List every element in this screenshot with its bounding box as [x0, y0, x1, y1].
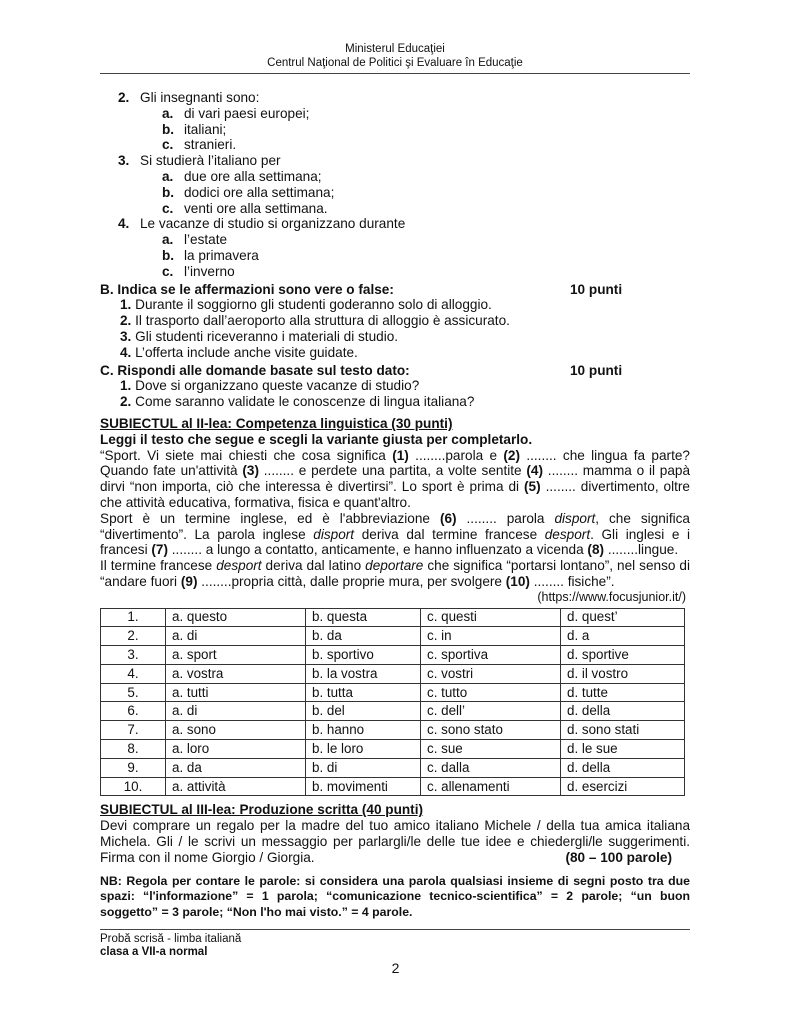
option-letter: c.: [162, 137, 174, 153]
blank-number: (6): [439, 510, 457, 526]
table-cell: b. movimenti: [306, 777, 421, 796]
subject-2-instruction: Leggi il testo che segue e scegli la variante giusta per completarlo.: [100, 431, 533, 447]
text-run: , che significa “divertimento”. La parola inglese: [100, 510, 690, 542]
table-cell: c. dalla: [421, 758, 561, 777]
text-run: che significa “portarsi lontano”, nel senso di “andare fuori: [100, 558, 691, 589]
table-cell: b. da: [306, 627, 421, 646]
table-cell: 8.: [101, 740, 166, 759]
cloze-paragraph-2: [100, 511, 690, 558]
option-letter: c.: [162, 200, 174, 216]
italic-term: desport: [544, 526, 591, 542]
answer-option: [100, 122, 690, 138]
table-cell: c. vostri: [421, 664, 561, 683]
table-cell: d. della: [561, 702, 685, 721]
text-run: deriva dal termine francese: [354, 526, 545, 542]
cloze-paragraph-1: [100, 448, 690, 511]
subject-3-text: Devi comprare un regalo per la madre del tuo amico italiano Michele / della tua amica italiana Michela. Gli / le scrivi un messaggio per parlargli/le delle tue idee e chiedergli/le suggerimenti. Firma con il nome Giorgio / Giorgia. (80 – 100 parole): [100, 818, 690, 865]
statement: [100, 394, 690, 410]
option-letter: a.: [162, 168, 174, 184]
table-cell: 4.: [101, 664, 166, 683]
table-row: [101, 702, 685, 721]
table-cell: d. le sue: [561, 740, 685, 759]
table-cell: a. questo: [166, 608, 306, 627]
question-number: 3.: [118, 153, 130, 169]
statement-number: 2.: [120, 313, 132, 329]
part-c-heading: C. Rispondi alle domande basate sul testo dato: 10 punti: [100, 362, 623, 378]
statement: [100, 378, 690, 394]
table-row: [101, 608, 685, 627]
table-cell: 3.: [101, 646, 166, 665]
option-letter: b.: [162, 247, 175, 263]
text-run: ........ e perdete una partita, a volte sentite: [259, 463, 527, 479]
part-c-items: [100, 378, 690, 410]
answer-option: [100, 106, 690, 122]
table-cell: b. le loro: [306, 740, 421, 759]
table-cell: a. sport: [166, 646, 306, 665]
table-cell: 5.: [101, 683, 166, 702]
question-text: Si studierà l’italiano per: [140, 153, 281, 169]
text-run: Il termine francese: [100, 558, 217, 574]
subject-3-title: SUBIECTUL al III-lea: Produzione scritta (40 punti): [100, 802, 424, 818]
table-cell: a. di: [166, 702, 306, 721]
footer-exam: Probă scrisă - limba italiană: [100, 933, 242, 945]
option-letter: b.: [162, 184, 175, 200]
footer-class: clasa a VII-a normal: [100, 946, 208, 958]
table-row: [101, 777, 685, 796]
blank-number: (7): [151, 542, 168, 558]
table-cell: 2.: [101, 627, 166, 646]
text-run: ........ mamma o il papà dirvi “non importa, ciò che interessa è divertirsi”. Lo sport è prima di: [100, 463, 691, 495]
blank-number: (9): [180, 573, 198, 589]
page-number: 2: [391, 960, 400, 976]
table-cell: a. di: [166, 627, 306, 646]
table-cell: d. quest’: [561, 608, 685, 627]
table-cell: 7.: [101, 721, 166, 740]
exam-content: [100, 90, 690, 920]
answer-option: [100, 248, 690, 264]
statement: [100, 297, 690, 313]
statement-number: 2.: [120, 394, 132, 410]
option-text: la primavera: [184, 247, 259, 263]
table-cell: c. allenamenti: [421, 777, 561, 796]
text-run: .: [590, 526, 594, 542]
blank-number: (2): [503, 447, 521, 463]
text-run: ........ divertimento, oltre che attività educativa, formativa, fisica e quant'altro.: [100, 479, 690, 510]
nb-note: NB: Regola per contare le parole: si considera una parola qualsiasi insieme di segni posto tra due spazi: “l'informazione” = 1 parola; “comunicazione tecnico-scientifica” = 2 parole; “un buon soggetto” = 3 parole; “Non l'ho mai visto.” = 4 parole.: [100, 873, 690, 919]
table-cell: d. sportive: [561, 646, 685, 665]
page-footer: [100, 933, 241, 959]
subject-2-title: SUBIECTUL al II-lea: Competenza linguistica (30 punti): [100, 415, 453, 431]
word-count-requirement: (80 – 100 parole): [565, 849, 672, 865]
text-run: ........ che lingua fa parte? Quando fate un'attività: [100, 447, 690, 479]
blank-number: (5): [524, 479, 541, 495]
answer-option: [100, 185, 690, 201]
option-text: di vari paesi europei;: [184, 105, 310, 121]
table-cell: a. attività: [166, 777, 306, 796]
header-ministry: Ministerul Educaţiei: [345, 43, 445, 55]
italic-term: disport: [554, 510, 596, 526]
table-cell: d. esercizi: [561, 777, 685, 796]
table-cell: a. loro: [166, 740, 306, 759]
footer-divider: [100, 929, 690, 930]
answer-option: [100, 137, 690, 153]
table-row: [101, 627, 685, 646]
text-run: Gli inglesi e i francesi: [100, 526, 691, 558]
table-cell: a. vostra: [166, 664, 306, 683]
table-cell: c. sue: [421, 740, 561, 759]
text-run: Sport è un termine inglese, ed è l'abbreviazione: [100, 510, 440, 526]
header-center: Centrul Naţional de Politici şi Evaluare în Educaţie: [267, 57, 523, 69]
answer-option: [100, 169, 690, 185]
statement-number: 4.: [120, 344, 132, 360]
text-run: ........lingue.: [604, 542, 679, 558]
option-text: venti ore alla settimana.: [184, 200, 328, 216]
table-cell: b. di: [306, 758, 421, 777]
table-row: [101, 683, 685, 702]
table-cell: a. da: [166, 758, 306, 777]
table-cell: c. sono stato: [421, 721, 561, 740]
option-text: due ore alla settimana;: [184, 168, 322, 184]
table-cell: a. sono: [166, 721, 306, 740]
statement: [100, 329, 690, 345]
blank-number: (10): [505, 573, 530, 589]
cloze-paragraph-3: [100, 558, 690, 590]
option-letter: a.: [162, 105, 174, 121]
table-cell: c. in: [421, 627, 561, 646]
statement-text: Gli studenti riceveranno i materiali di studio.: [135, 328, 399, 344]
part-b-heading: B. Indica se le affermazioni sono vere o false: 10 punti: [100, 281, 623, 297]
statement: [100, 313, 690, 329]
text-run: ........propria città, dalle proprie mura, per svolgere: [197, 573, 506, 589]
text-run: deriva dal latino: [261, 558, 366, 574]
table-cell: b. del: [306, 702, 421, 721]
table-cell: d. a: [561, 627, 685, 646]
table-cell: d. sono stati: [561, 721, 685, 740]
statement-text: Il trasporto dall’aeroporto alla struttura di alloggio è assicurato.: [135, 313, 510, 329]
table-cell: d. tutte: [561, 683, 685, 702]
blank-number: (8): [587, 542, 605, 558]
table-cell: b. sportivo: [306, 646, 421, 665]
blank-number: (1): [392, 447, 409, 463]
text-run: ........ a lungo a contatto, anticamente, e hanno influenzato a vicenda: [168, 542, 588, 558]
answer-option: [100, 201, 690, 217]
table-cell: b. hanno: [306, 721, 421, 740]
statement: [100, 345, 690, 361]
question-text: Gli insegnanti sono:: [140, 90, 260, 105]
option-text: l’estate: [184, 232, 228, 248]
table-cell: d. il vostro: [561, 664, 685, 683]
blank-number: (3): [242, 463, 259, 479]
option-text: l’inverno: [184, 263, 235, 279]
table-row: [101, 740, 685, 759]
question: [100, 216, 690, 232]
header-divider: [100, 73, 690, 74]
text-run: ........ fisiche”.: [529, 573, 615, 589]
text-run: ........parola e: [408, 447, 504, 463]
table-row: [101, 664, 685, 683]
statement-text: L’offerta include anche visite guidate.: [135, 344, 358, 360]
table-cell: c. dell’: [421, 702, 561, 721]
table-cell: d. della: [561, 758, 685, 777]
statement-number: 1.: [120, 378, 132, 394]
source-citation: (https://www.focusjunior.it/): [537, 589, 686, 604]
table-cell: 9.: [101, 758, 166, 777]
question-text: Le vacanze di studio si organizzano durante: [140, 216, 406, 232]
part-a-questions: [100, 90, 690, 280]
italic-term: desport: [216, 558, 262, 574]
table-cell: c. tutto: [421, 683, 561, 702]
statement-number: 3.: [120, 328, 132, 344]
table-cell: c. sportiva: [421, 646, 561, 665]
table-row: [101, 758, 685, 777]
text-run: ........ parola: [456, 510, 555, 526]
page-header: [100, 42, 690, 70]
option-letter: a.: [162, 232, 174, 248]
question: [100, 90, 690, 106]
table-row: [101, 721, 685, 740]
part-b-items: [100, 297, 690, 360]
option-text: italiani;: [184, 121, 227, 137]
statement-number: 1.: [120, 297, 132, 313]
statement-text: Durante il soggiorno gli studenti goderanno solo di alloggio.: [135, 297, 492, 313]
table-cell: 1.: [101, 608, 166, 627]
table-cell: a. tutti: [166, 683, 306, 702]
option-text: stranieri.: [184, 137, 237, 153]
table-cell: 6.: [101, 702, 166, 721]
table-cell: c. questi: [421, 608, 561, 627]
question: [100, 153, 690, 169]
text-run: “Sport. Vi siete mai chiesti che cosa significa: [100, 447, 393, 463]
statement-text: Dove si organizzano queste vacanze di studio?: [135, 378, 420, 394]
question-number: 4.: [118, 216, 130, 232]
italic-term: deportare: [365, 558, 424, 574]
blank-number: (4): [526, 463, 544, 479]
table-cell: b. questa: [306, 608, 421, 627]
table-cell: b. tutta: [306, 683, 421, 702]
option-letter: c.: [162, 263, 174, 279]
answer-option: [100, 264, 690, 280]
options-table: [100, 608, 685, 797]
option-text: dodici ore alla settimana;: [184, 184, 335, 200]
question-number: 2.: [118, 90, 130, 105]
answer-option: [100, 232, 690, 248]
table-cell: 10.: [101, 777, 166, 796]
italic-term: disport: [313, 526, 355, 542]
option-letter: b.: [162, 121, 175, 137]
statement-text: Come saranno validate le conoscenze di lingua italiana?: [135, 394, 475, 410]
table-cell: b. la vostra: [306, 664, 421, 683]
table-row: [101, 646, 685, 665]
